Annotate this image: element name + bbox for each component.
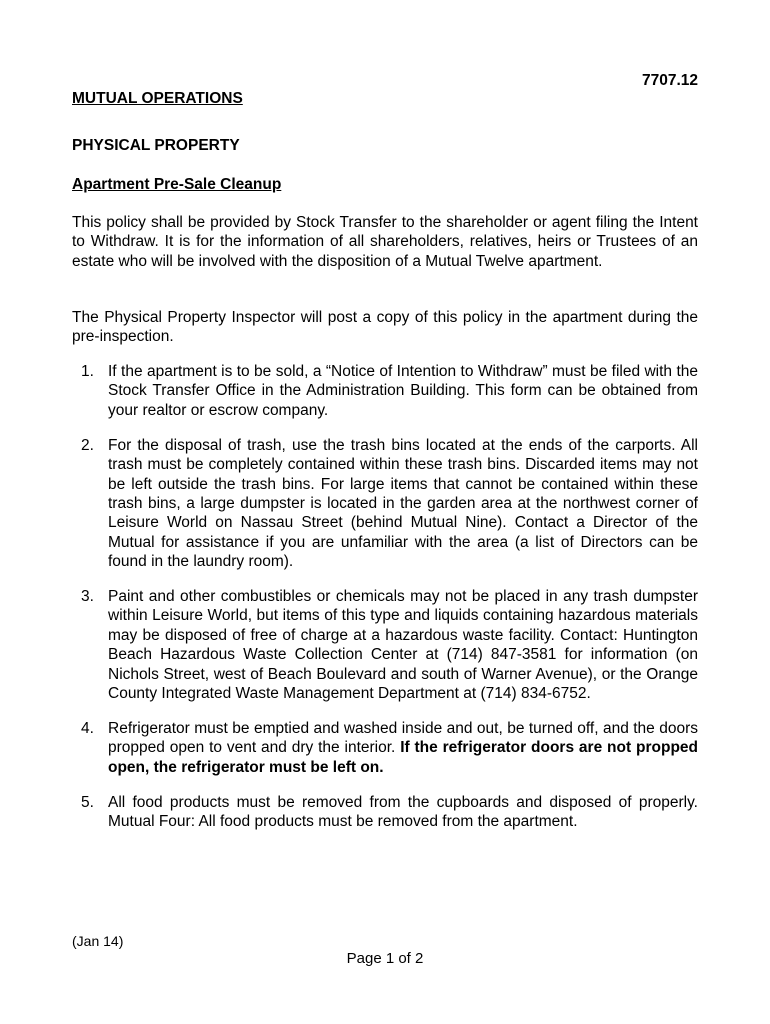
list-item-emphasis: If the refrigerator doors are not propped open, the refrigerator must be left on. [108,739,698,776]
policy-list [72,362,698,847]
list-item [72,587,698,703]
page-number: Page 1 of 2 [346,950,424,967]
document-number: 7707.12 [641,72,698,89]
list-item-text: Refrigerator must be emptied and washed inside and out, be turned off, and the doors propped open to vent and dry the interior. [108,720,698,757]
intro-paragraph: This policy shall be provided by Stock Transfer to the shareholder or agent filing the Intent to Withdraw. It is for the information of all shareholders, relatives, heirs or Trustees of an estate who will be involved with the disposition of a Mutual Twelve apartment. [72,214,698,270]
list-item-text: Paint and other combustibles or chemicals may not be placed in any trash dumpster within Leisure World, but items of this type and liquids containing hazardous materials may be disposed of free of charge at a hazardous waste facility. Contact: Huntington Beach Hazardous Waste Collection Center at (714) 847-3581 for information (on Nichols Street, west of Beach Boulevard and south of Warner Avenue), or the Orange County Integrated Waste Management Department at (714) 834-6752. [108,588,698,703]
list-item [72,719,698,777]
list-item [72,793,698,832]
list-item-number: 2. [81,436,94,454]
list-item-number: 1. [81,363,94,380]
section-heading: PHYSICAL PROPERTY [72,137,240,154]
list-item [72,436,698,572]
subject-heading: Apartment Pre-Sale Cleanup [72,176,282,193]
document-title: MUTUAL OPERATIONS [72,90,243,107]
list-item-text: All food products must be removed from the cupboards and disposed of properly. Mutual Four: All food products must be removed from the apartment. [108,793,698,831]
inspector-paragraph: The Physical Property Inspector will post a copy of this policy in the apartment during the pre-inspection. [72,309,698,346]
list-item-text: For the disposal of trash, use the trash bins located at the ends of the carports. All trash must be completely contained within these trash bins. Discarded items may not be left outside the trash bins. For large items that cannot be contained within these trash bins, a large dumpster is located in the garden area at the northwest corner of Leisure World on Nassau Street (behind Mutual Nine). Contact a Director of the Mutual for assistance if you are unfamiliar with the area (a list of Directors can be found in the laundry room). [108,436,698,571]
list-item-number: 5. [81,793,94,811]
list-item-number: 3. [81,588,94,606]
list-item-text: If the apartment is to be sold, a “Notice of Intention to Withdraw” must be filed with the Stock Transfer Office in the Administration Building. This form can be obtained from your realtor or escrow company. [108,363,698,419]
footer-date: (Jan 14) [72,933,124,949]
list-item [72,362,698,420]
list-item-number: 4. [81,720,94,737]
